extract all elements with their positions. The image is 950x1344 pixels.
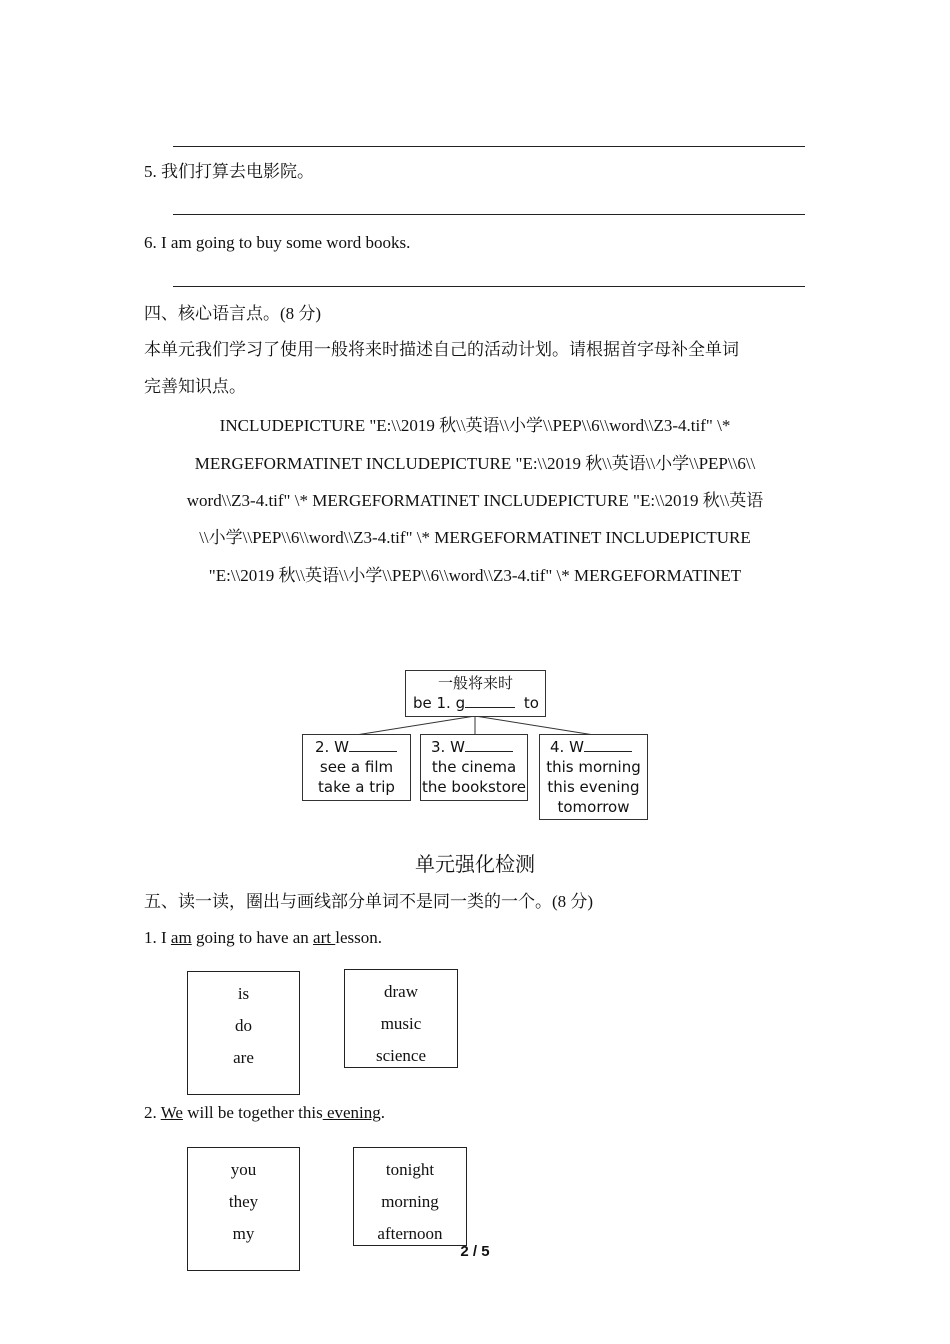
q1-box-b-word-1[interactable]: draw: [384, 982, 418, 1001]
q2-underlined-1: We: [160, 1103, 183, 1122]
q1-box-a-word-2[interactable]: do: [235, 1016, 252, 1035]
q1-box-a-word-3[interactable]: are: [233, 1048, 254, 1067]
q1-underlined-2: art: [313, 928, 336, 947]
blank-1: [465, 693, 515, 708]
diagram-box-4: [539, 734, 648, 820]
diagram-box-2-label: 2. W: [315, 738, 349, 756]
answer-line-6: [173, 286, 805, 287]
blank-2: [349, 737, 397, 752]
diagram-box-3-item-2: the bookstore: [422, 778, 526, 796]
question-5: 5. 我们打算去电影院。: [144, 162, 314, 181]
diagram-box-2: [302, 734, 411, 801]
q1-box-a-word-1[interactable]: is: [237, 984, 250, 1003]
q2-option-box-b: [353, 1147, 467, 1246]
q2-option-box-a: [187, 1147, 300, 1271]
q2-prefix: 2.: [144, 1103, 161, 1122]
diagram-box-4-item-1: this morning: [546, 758, 641, 776]
section4-instruction-1: 本单元我们学习了使用一般将来时描述自己的活动计划。请根据首字母补全单词: [144, 340, 739, 359]
unit-test-title: 单元强化检测: [415, 854, 535, 876]
q1-underlined-1: am: [170, 928, 192, 947]
q1-middle: going to have an: [191, 928, 314, 947]
q2-box-a-word-2[interactable]: they: [228, 1192, 259, 1211]
section5-question-2: [144, 1102, 385, 1124]
answer-line-4: [173, 146, 805, 147]
diagram-box-4-label-row: [540, 737, 647, 757]
section5-heading: 五、读一读，圈出与画线部分单词不是同一类的一个。(8 分): [144, 892, 594, 911]
diagram-box-2-item-1: see a film: [319, 758, 394, 776]
q1-option-box-b: [344, 969, 458, 1068]
diagram-box-3-label-row: [421, 737, 527, 757]
diagram-box-3-label: 3. W: [431, 738, 465, 756]
q1-end: lesson.: [335, 928, 382, 947]
diagram-to-label: to: [523, 694, 539, 712]
connector-right: [475, 716, 594, 735]
diagram-box-3-item-1: the cinema: [431, 758, 517, 776]
q1-box-b-word-2[interactable]: music: [380, 1014, 422, 1033]
answer-line-5: [173, 214, 805, 215]
diagram-box-4-item-3: tomorrow: [557, 798, 630, 816]
diagram-box-2-item-2: take a trip: [318, 778, 395, 796]
q2-box-b-word-3[interactable]: afternoon: [377, 1224, 443, 1243]
connector-left: [356, 716, 475, 735]
q1-option-box-a: [187, 971, 300, 1095]
field-code-line-1: INCLUDEPICTURE "E:\\2019 秋\\英语\\小学\\PEP\\6\\word\\Z3-4.tif" \*: [219, 416, 731, 435]
page-number: 2 / 5: [460, 1243, 490, 1260]
blank-3: [465, 737, 513, 752]
q2-box-b-word-1[interactable]: tonight: [385, 1160, 435, 1179]
diagram-box-3: [420, 734, 528, 801]
q2-box-a-word-3[interactable]: my: [232, 1224, 255, 1243]
q2-end: .: [380, 1103, 386, 1122]
field-code-line-2: MERGEFORMATINET INCLUDEPICTURE "E:\\2019 秋\\英语\\小学\\PEP\\6\\: [194, 454, 756, 473]
section4-instruction-2: 完善知识点。: [144, 377, 246, 396]
q1-box-b-word-3[interactable]: science: [375, 1046, 427, 1065]
q2-underlined-2: evening: [322, 1103, 381, 1122]
section5-question-1: [144, 927, 382, 949]
question-6: 6. I am going to buy some word books.: [144, 233, 411, 252]
diagram-box-2-label-row: [303, 737, 410, 757]
diagram-top-box: [405, 670, 546, 717]
field-code-line-5: "E:\\2019 秋\\英语\\小学\\PEP\\6\\word\\Z3-4.tif" \* MERGEFORMATINET: [208, 566, 742, 585]
field-code-line-3: word\\Z3-4.tif" \* MERGEFORMATINET INCLUDEPICTURE "E:\\2019 秋\\英语: [186, 491, 764, 510]
diagram-be-label: be 1. g: [413, 694, 466, 712]
diagram-box-4-item-2: this evening: [547, 778, 640, 796]
diagram-top-title: 一般将来时: [437, 674, 513, 692]
q2-box-b-word-2[interactable]: morning: [381, 1192, 439, 1211]
q2-middle: will be together this: [182, 1103, 323, 1122]
q2-box-a-word-1[interactable]: you: [230, 1160, 257, 1179]
field-code-line-4: \\小学\\PEP\\6\\word\\Z3-4.tif" \* MERGEFORMATINET INCLUDEPICTURE: [199, 528, 751, 547]
diagram-top-blank-row: [406, 693, 545, 713]
blank-4: [584, 737, 632, 752]
section4-heading: 四、核心语言点。(8 分): [144, 304, 322, 323]
diagram-box-4-label: 4. W: [550, 738, 584, 756]
q1-prefix: 1. I: [144, 928, 171, 947]
